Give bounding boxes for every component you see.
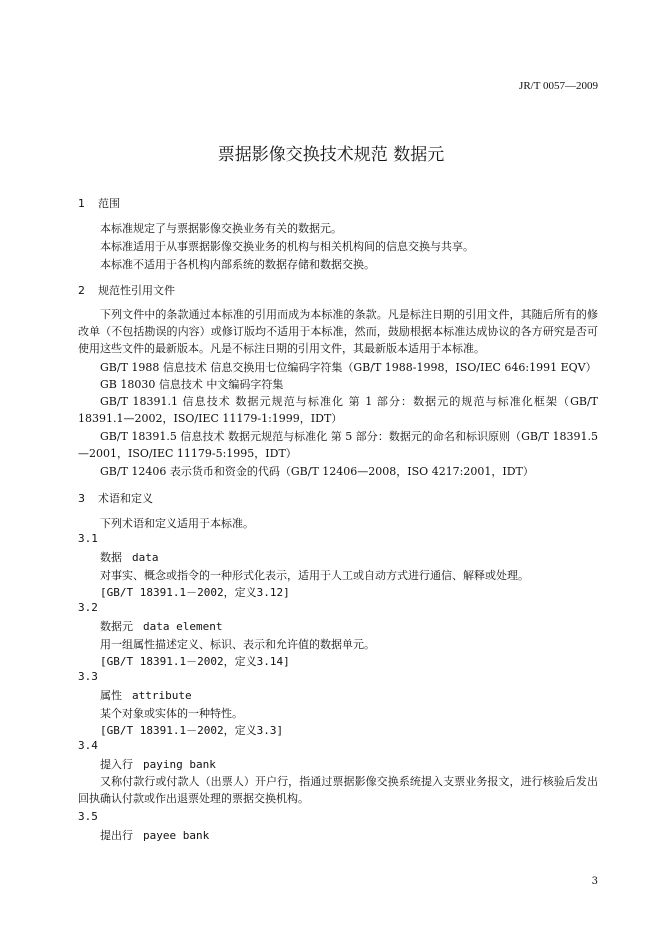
section-number: 3 xyxy=(78,492,85,505)
terms-intro: 下列术语和定义适用于本标准。 xyxy=(100,517,254,530)
page-number: 3 xyxy=(591,876,598,887)
term-en: paying bank xyxy=(143,758,216,771)
term-source: [GB/T 18391.1－2002，定义3.3] xyxy=(100,724,284,737)
term-cn: 提入行 xyxy=(100,758,133,771)
term-definition: 对事实、概念或指令的一种形式化表示，适用于人工或自动方式进行通信、解释或处理。 xyxy=(100,569,529,582)
term-heading xyxy=(100,827,209,843)
reference-item: GB/T 18391.5 信息技术 数据元规范与标准化 第 5 部分：数据元的命名和标识原则（GB/T 18391.5—2001，ISO/IEC 11179-5:1995，IDT） xyxy=(78,430,598,460)
term-definition: 又称付款行或付款人（出票人）开户行，指通过票据影像交换系统提入支票业务报文，进行核验后发出回执确认付款或作出退票处理的票据交换机构。 xyxy=(78,775,598,805)
section-3-heading xyxy=(78,490,153,506)
term-number: 3.3 xyxy=(78,670,98,683)
term-number: 3.4 xyxy=(78,739,98,752)
section-title: 术语和定义 xyxy=(98,492,153,505)
term-source: [GB/T 18391.1－2002，定义3.14] xyxy=(100,655,290,668)
standard-number: JR/T 0057—2009 xyxy=(519,80,598,92)
scope-paragraph-2: 本标准适用于从事票据影像交换业务的机构与相关机构间的信息交换与共享。 xyxy=(100,240,474,253)
section-1-heading xyxy=(78,195,120,211)
term-heading xyxy=(100,687,192,703)
term-en: attribute xyxy=(132,689,192,702)
term-source: [GB/T 18391.1－2002，定义3.12] xyxy=(100,586,290,599)
scope-paragraph-3: 本标准不适用于各机构内部系统的数据存储和数据交换。 xyxy=(100,258,375,271)
scope-paragraph-1: 本标准规定了与票据影像交换业务有关的数据元。 xyxy=(100,222,342,235)
section-number: 1 xyxy=(78,197,85,210)
references-intro: 下列文件中的条款通过本标准的引用而成为本标准的条款。凡是标注日期的引用文件，其随后所有的修改单（不包括勘误的内容）或修订版均不适用于本标准，然而，鼓励根据本标准达成协议的各方研究是否可使用这些文件的最新版本。凡是不标注日期的引用文件，其最新版本适用于本标准。 xyxy=(78,308,598,355)
term-cn: 数据 xyxy=(100,551,122,564)
term-cn: 数据元 xyxy=(100,620,133,633)
section-title: 规范性引用文件 xyxy=(98,284,175,297)
reference-item: GB/T 1988 信息技术 信息交换用七位编码字符集（GB/T 1988-1998，ISO/IEC 646:1991 EQV） xyxy=(100,361,597,374)
term-heading xyxy=(100,549,159,565)
term-definition: 用一组属性描述定义、标识、表示和允许值的数据单元。 xyxy=(100,638,375,651)
section-2-heading xyxy=(78,282,175,298)
term-number: 3.1 xyxy=(78,532,98,545)
term-cn: 提出行 xyxy=(100,829,133,842)
term-en: data xyxy=(132,551,159,564)
term-cn: 属性 xyxy=(100,689,122,702)
document-title: 票据影像交换技术规范 数据元 xyxy=(217,145,445,165)
reference-item: GB 18030 信息技术 中文编码字符集 xyxy=(100,378,284,391)
term-number: 3.5 xyxy=(78,810,98,823)
reference-item: GB/T 18391.1 信息技术 数据元规范与标准化 第 1 部分：数据元的规范与标准化框架（GB/T 18391.1—2002，ISO/IEC 11179-1:1999，IDT） xyxy=(78,395,598,425)
term-number: 3.2 xyxy=(78,601,98,614)
term-en: data element xyxy=(143,620,223,633)
term-definition: 某个对象或实体的一种特性。 xyxy=(100,707,243,720)
term-heading xyxy=(100,756,216,772)
term-en: payee bank xyxy=(143,829,210,842)
term-heading xyxy=(100,618,222,634)
reference-item: GB/T 12406 表示货币和资金的代码（GB/T 12406—2008，ISO 4217:2001，IDT） xyxy=(100,465,534,478)
section-number: 2 xyxy=(78,284,85,297)
section-title: 范围 xyxy=(98,197,120,210)
